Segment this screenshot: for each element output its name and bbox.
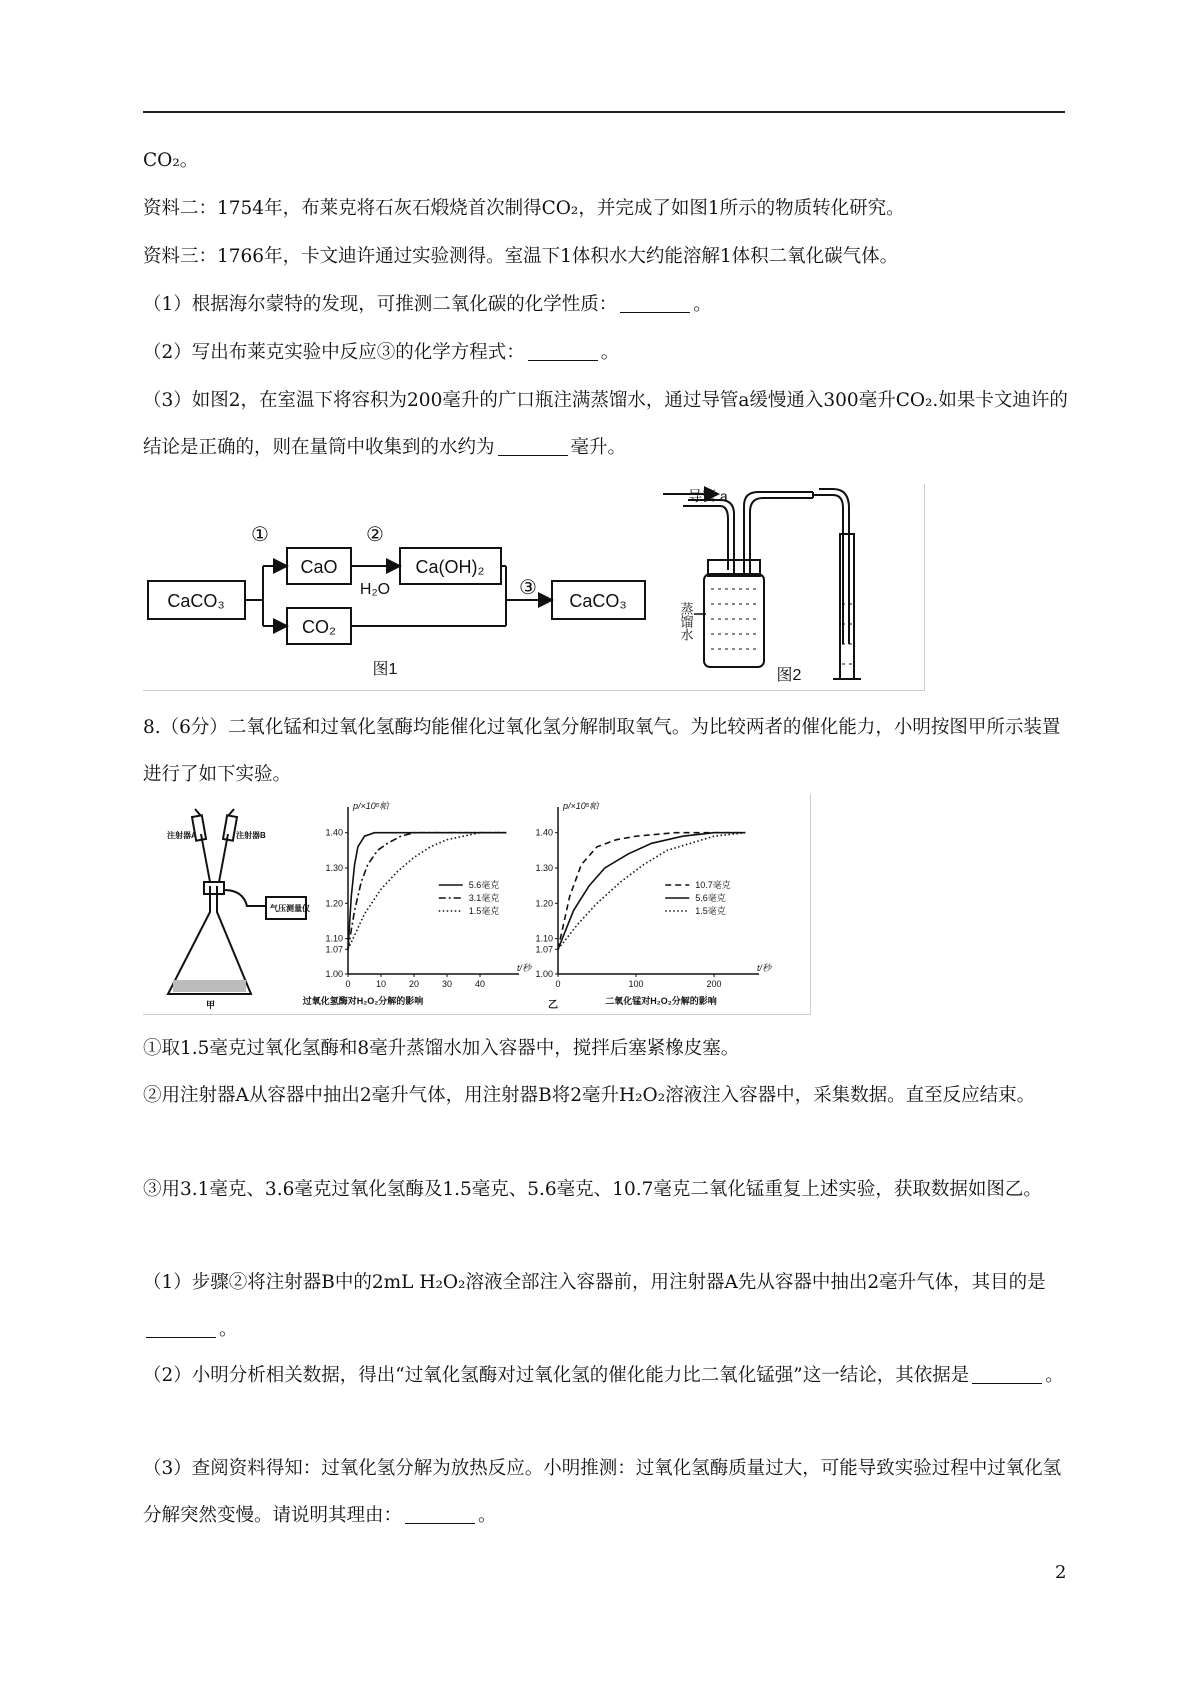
- series-line: [348, 833, 506, 950]
- step-1-mark: ①: [251, 524, 269, 546]
- series-line: [348, 833, 506, 950]
- label-yi: 乙: [548, 1000, 558, 1011]
- label-caco3-left: CaCO₃: [167, 591, 225, 611]
- question-2-text: （2）写出布莱克实验中反应③的化学方程式：: [143, 342, 525, 363]
- answer-q3: [143, 1445, 1068, 1539]
- answer-q3-text: （3）查阅资料得知：过氧化氢分解为放热反应。小明推测：过氧化氢酶质量过大，可能导致实验过程中过氧化氢分解突然变慢。请说明其理由：: [143, 1458, 1062, 1526]
- question-1-end: 。: [693, 294, 712, 315]
- label-cao: CaO: [300, 557, 338, 577]
- answer-q2-end: 。: [1045, 1365, 1064, 1386]
- legend-label: 1.5毫克: [468, 906, 500, 916]
- step-3: ③用3.1毫克、3.6毫克过氧化氢酶及1.5毫克、5.6毫克、10.7毫克二氧化锰重复上述实验，获取数据如图乙。: [143, 1179, 1042, 1200]
- question-8-intro: 8.（6分）二氧化锰和过氧化氢酶均能催化过氧化氢分解制取氧气。为比较两者的催化能力，小明按图甲所示装置进行了如下实验。: [143, 717, 1061, 785]
- step-3-mark: ③: [519, 577, 537, 599]
- question-1: [143, 292, 1068, 318]
- x-tick-label: 0: [345, 979, 351, 989]
- question-3-text: （3）如图2，在室温下将容积为200毫升的广口瓶注满蒸馏水，通过导管a缓慢通入300毫升CO₂.如果卡文迪许的结论是正确的，则在量筒中收集到的水约为: [143, 390, 1068, 458]
- x-tick-label: 200: [706, 979, 722, 989]
- liquid-in-flask: [173, 980, 246, 992]
- y-tick-label: 1.00: [325, 969, 343, 979]
- caption-figure-1: 图1: [372, 661, 398, 678]
- label-distilled-water: 蒸馏水: [678, 602, 694, 641]
- x-tick-label: 0: [555, 979, 561, 989]
- question-3: [143, 377, 1068, 471]
- text-line-co2: CO₂。: [143, 150, 199, 171]
- label-tube-a: 导管 a: [688, 488, 728, 504]
- y-tick-label: 1.20: [535, 898, 553, 909]
- label-jia: 甲: [206, 1000, 216, 1010]
- step-2: ②用注射器A从容器中抽出2毫升气体，用注射器B将2毫升H₂O₂溶液注入容器中，采集数据。直至反应结束。: [143, 1085, 1036, 1106]
- series-line: [348, 833, 506, 950]
- question-3-end: 毫升。: [570, 437, 627, 458]
- chart-mno2: [535, 801, 773, 989]
- y-tick-label: 1.40: [535, 827, 553, 838]
- y-tick-label: 1.30: [535, 863, 553, 873]
- label-h2o: H₂O: [359, 581, 391, 598]
- page-number: 2: [1055, 1562, 1067, 1583]
- label-pressure-gauge: 气压测量仪: [270, 904, 310, 913]
- figure-jia-yi: [143, 794, 811, 1015]
- answer-q3-end: 。: [478, 1505, 497, 1526]
- y-tick-label: 1.07: [535, 944, 553, 955]
- label-caco3-right: CaCO₃: [569, 591, 627, 611]
- answer-blank[interactable]: [498, 437, 568, 457]
- y-tick-label: 1.10: [535, 933, 553, 944]
- step-2-mark: ②: [366, 524, 384, 546]
- step-1: ①取1.5毫克过氧化氢酶和8毫升蒸馏水加入容器中，搅拌后塞紧橡皮塞。: [143, 1038, 740, 1059]
- question-1-text: （1）根据海尔蒙特的发现，可推测二氧化碳的化学性质：: [143, 294, 618, 315]
- y-axis-label: p/×10⁵帕: [353, 801, 389, 811]
- legend-label: 5.6毫克: [468, 880, 500, 890]
- y-tick-label: 1.00: [535, 969, 553, 979]
- y-tick-label: 1.10: [325, 933, 343, 944]
- text-material-two: 资料二：1754年，布莱克将石灰石煅烧首次制得CO₂，并完成了如图1所示的物质转化研究。: [143, 198, 905, 219]
- answer-q2: [143, 1352, 1068, 1399]
- answer-blank[interactable]: [528, 342, 598, 362]
- y-tick-label: 1.20: [325, 898, 343, 909]
- answer-blank[interactable]: [620, 294, 690, 314]
- answer-blank[interactable]: [146, 1319, 216, 1339]
- label-co2: CO₂: [302, 617, 336, 637]
- answer-blank[interactable]: [972, 1365, 1042, 1385]
- question-2-end: 。: [600, 342, 620, 363]
- answer-blank[interactable]: [405, 1505, 475, 1525]
- caption-figure-2: 图2: [776, 667, 802, 684]
- legend-label: 10.7毫克: [695, 880, 731, 890]
- x-axis-label: t/秒: [517, 963, 532, 973]
- question-2: [143, 340, 1068, 366]
- x-tick-label: 40: [474, 979, 486, 989]
- figure-jia-yi-svg: [143, 794, 810, 1014]
- y-axis-label: p/×10⁵帕: [563, 801, 599, 811]
- text-material-three: 资料三：1766年，卡文迪许通过实验测得。室温下1体积水大约能溶解1体积二氧化碳气体。: [143, 246, 899, 267]
- label-syringe-a: 注射器A: [167, 831, 197, 840]
- answer-q1-text: （1）步骤②将注射器B中的2mL H₂O₂溶液全部注入容器前，用注射器A先从容器中抽出2毫升气体，其目的是: [143, 1272, 1046, 1293]
- x-tick-label: 10: [375, 979, 387, 989]
- chart-enzyme: [325, 801, 533, 989]
- answer-q1: [143, 1259, 1068, 1353]
- answer-q2-text: （2）小明分析相关数据，得出“过氧化氢酶对过氧化氢的催化能力比二氧化锰强”这一结论，其依据是: [143, 1365, 970, 1386]
- x-tick-label: 100: [628, 979, 644, 989]
- figure-1-and-2: [143, 484, 925, 691]
- legend-label: 3.1毫克: [468, 893, 500, 903]
- caption-mno2: 二氧化锰对H₂O₂分解的影响: [605, 996, 717, 1006]
- caption-enzyme: 过氧化氢酶对H₂O₂分解的影响: [302, 996, 424, 1006]
- answer-q1-end: 。: [219, 1319, 238, 1340]
- label-syringe-b: 注射器B: [236, 831, 266, 840]
- x-tick-label: 20: [408, 979, 420, 989]
- x-axis-label: t/秒: [757, 963, 772, 973]
- y-tick-label: 1.30: [325, 863, 343, 873]
- header-rule: [143, 111, 1065, 113]
- y-tick-label: 1.07: [325, 944, 343, 955]
- series-line: [558, 833, 745, 950]
- figure-1-svg: [143, 484, 924, 690]
- legend-label: 1.5毫克: [695, 906, 726, 916]
- x-tick-label: 30: [441, 979, 453, 989]
- y-tick-label: 1.40: [325, 827, 343, 838]
- label-caoh2: Ca(OH)₂: [415, 557, 485, 577]
- legend-label: 5.6毫克: [695, 893, 726, 903]
